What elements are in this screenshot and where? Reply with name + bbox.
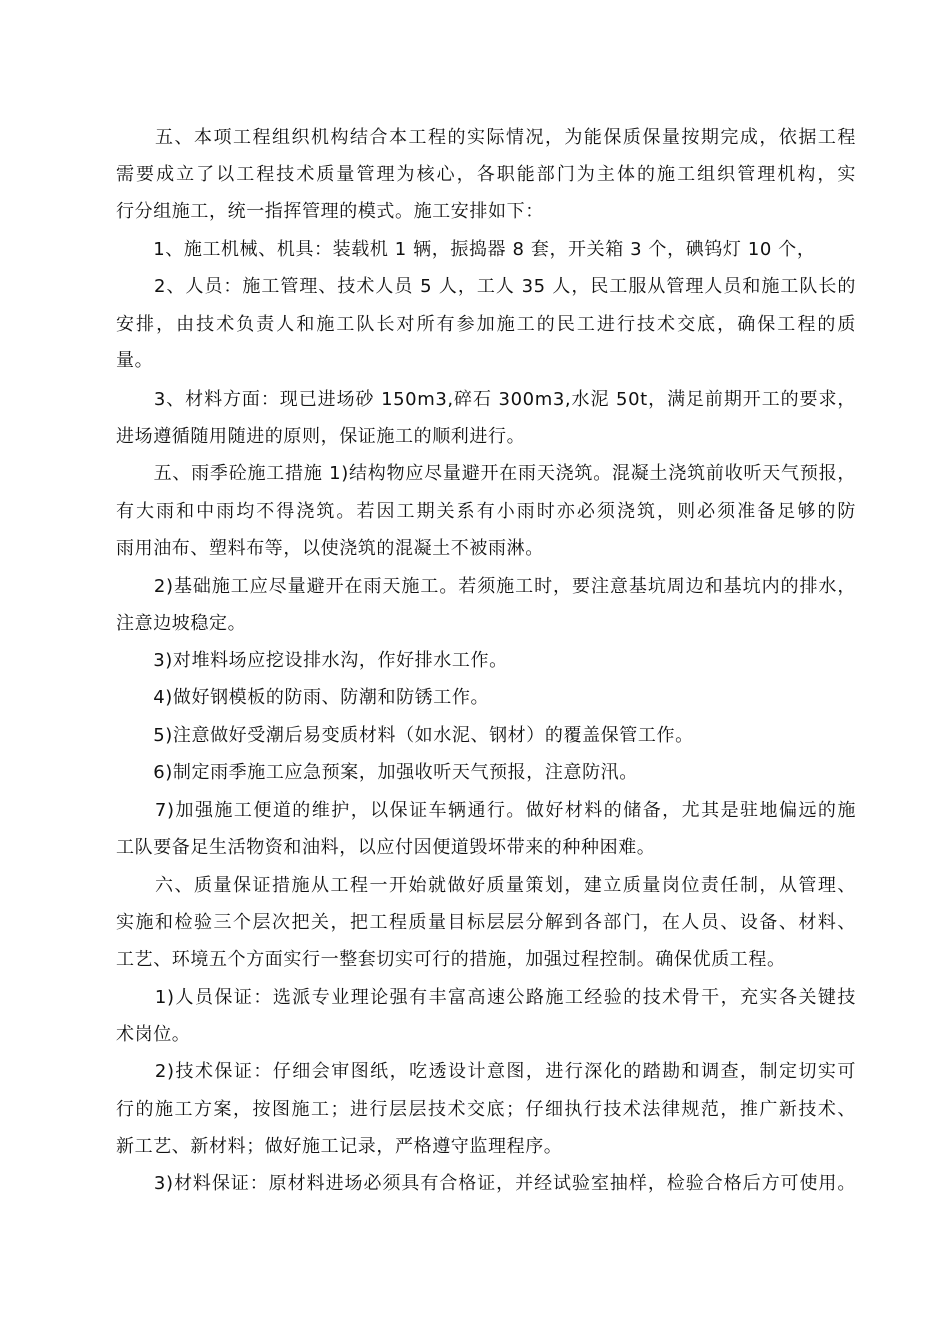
text-line: 六、质量保证措施从工程一开始就做好质量策划，建立质量岗位责任制，从管理、 (116, 875, 856, 896)
text-line: 5)注意做好受潮后易变质材料（如水泥、钢材）的覆盖保管工作。 (116, 725, 694, 746)
text-line: 有大雨和中雨均不得浇筑。若因工期关系有小雨时亦必须浇筑，则必须准备足够的防 (116, 501, 856, 522)
text-line: 行分组施工，统一指挥管理的模式。施工安排如下： (116, 201, 544, 222)
text-line: 术岗位。 (116, 1024, 191, 1045)
text-line: 量。 (116, 350, 154, 371)
text-line: 工艺、环境五个方面实行一整套切实可行的措施，加强过程控制。确保优质工程。 (116, 949, 786, 970)
text-line: 7)加强施工便道的维护，以保证车辆通行。做好材料的储备，尤其是驻地偏远的施 (116, 800, 856, 821)
text-line: 工队要备足生活物资和油料，以应付因便道毁坏带来的种种困难。 (116, 837, 656, 858)
text-line: 1)人员保证：选派专业理论强有丰富高速公路施工经验的技术骨干，充实各关键技 (116, 987, 856, 1008)
text-line: 3)材料保证：原材料进场必须具有合格证，并经试验室抽样，检验合格后方可使用。 (116, 1173, 856, 1194)
text-line: 安排，由技术负责人和施工队长对所有参加施工的民工进行技术交底，确保工程的质 (116, 314, 856, 335)
text-line: 进场遵循随用随进的原则，保证施工的顺利进行。 (116, 426, 526, 447)
text-line: 1、施工机械、机具：装载机 1 辆，振捣器 8 套，开关箱 3 个，碘钨灯 10 个， (116, 239, 816, 260)
text-line: 雨用油布、塑料布等，以使浇筑的混凝土不被雨淋。 (116, 538, 544, 559)
text-line: 五、雨季砼施工措施 1)结构物应尽量避开在雨天浇筑。混凝土浇筑前收听天气预报， (116, 463, 856, 484)
text-line: 2)技术保证：仔细会审图纸，吃透设计意图，进行深化的踏勘和调查，制定切实可 (116, 1061, 856, 1082)
text-line: 实施和检验三个层次把关，把工程质量目标层层分解到各部门，在人员、设备、材料、 (116, 912, 856, 933)
text-line: 2)基础施工应尽量避开在雨天施工。若须施工时，要注意基坑周边和基坑内的排水， (116, 576, 856, 597)
text-line: 注意边坡稳定。 (116, 613, 247, 634)
text-line: 新工艺、新材料；做好施工记录，严格遵守监理程序。 (116, 1136, 563, 1157)
text-line: 五、本项工程组织机构结合本工程的实际情况，为能保质保量按期完成，依据工程 (116, 127, 856, 148)
text-line: 4)做好钢模板的防雨、防潮和防锈工作。 (116, 687, 490, 708)
text-line: 3、材料方面：现已进场砂 150m3,碎石 300m3,水泥 50t，满足前期开工的要求， (153, 389, 856, 410)
text-line: 2、人员：施工管理、技术人员 5 人，工人 35 人，民工服从管理人员和施工队长的 (116, 276, 856, 297)
text-line: 6)制定雨季施工应急预案，加强收听天气预报，注意防汛。 (116, 762, 638, 783)
text-line: 3)对堆料场应挖设排水沟，作好排水工作。 (116, 650, 508, 671)
text-line: 行的施工方案，按图施工；进行层层技术交底；仔细执行技术法律规范，推广新技术、 (116, 1099, 856, 1120)
text-line: 需要成立了以工程技术质量管理为核心，各职能部门为主体的施工组织管理机构，实 (116, 164, 856, 185)
